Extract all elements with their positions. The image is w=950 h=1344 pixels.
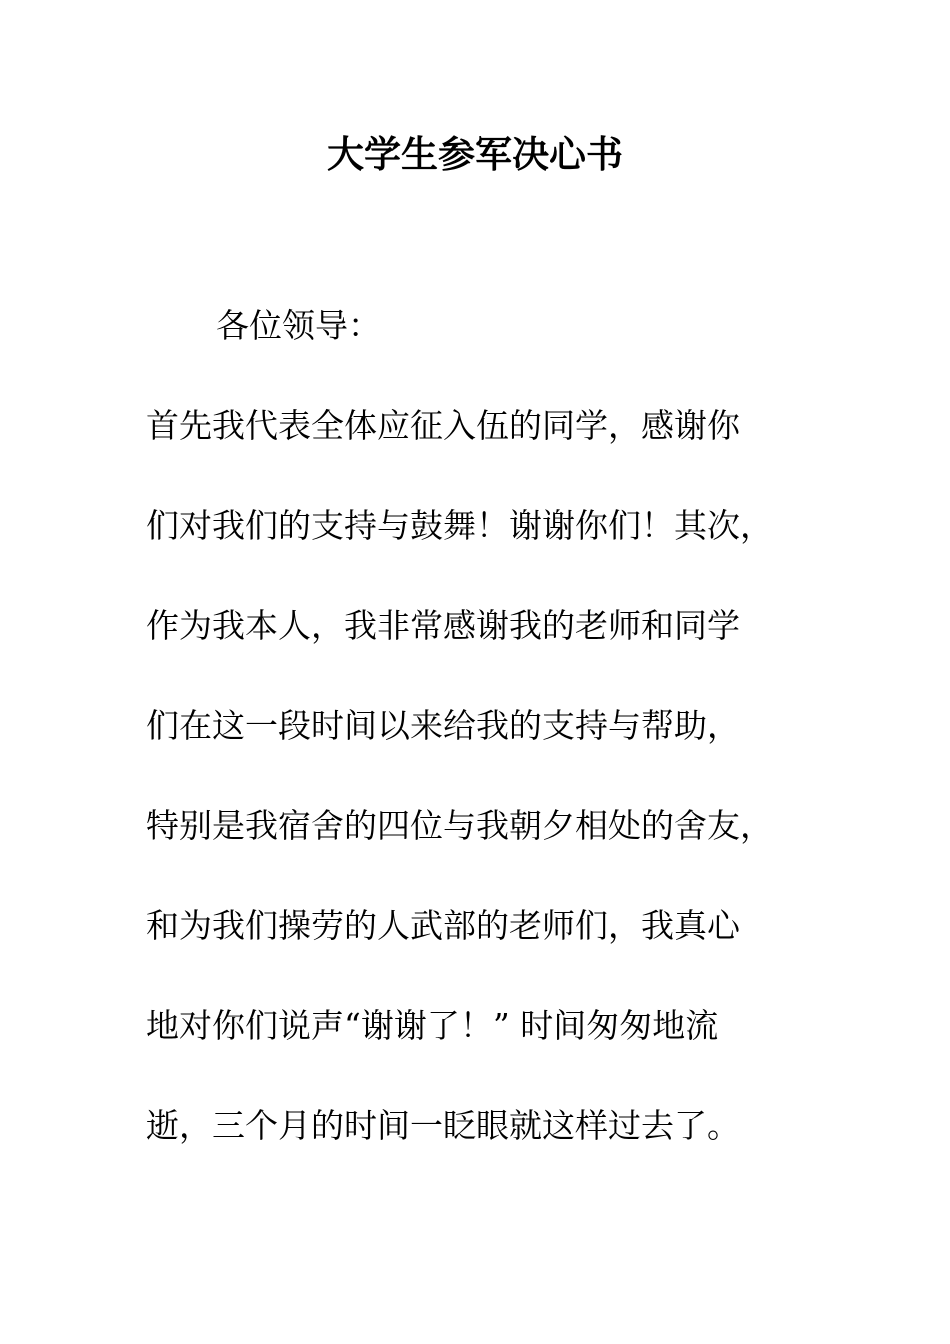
document-title: 大学生参军决心书	[327, 132, 623, 176]
body-line-3: 作为我本人，我非常感谢我的老师和同学	[146, 606, 740, 645]
body-line-4: 们在这一段时间以来给我的支持与帮助，	[146, 706, 740, 745]
salutation: 各位领导：	[216, 306, 381, 345]
body-line-7: 地对你们说声“谢谢了！” 时间匆匆地流	[146, 1006, 719, 1045]
body-line-1: 首先我代表全体应征入伍的同学，感谢你	[146, 406, 740, 445]
body-line-2: 们对我们的支持与鼓舞！谢谢你们！其次，	[146, 506, 773, 545]
body-line-5: 特别是我宿舍的四位与我朝夕相处的舍友，	[146, 806, 773, 845]
body-line-8: 逝，三个月的时间一眨眼就这样过去了。	[146, 1106, 740, 1145]
body-line-6: 和为我们操劳的人武部的老师们，我真心	[146, 906, 740, 945]
